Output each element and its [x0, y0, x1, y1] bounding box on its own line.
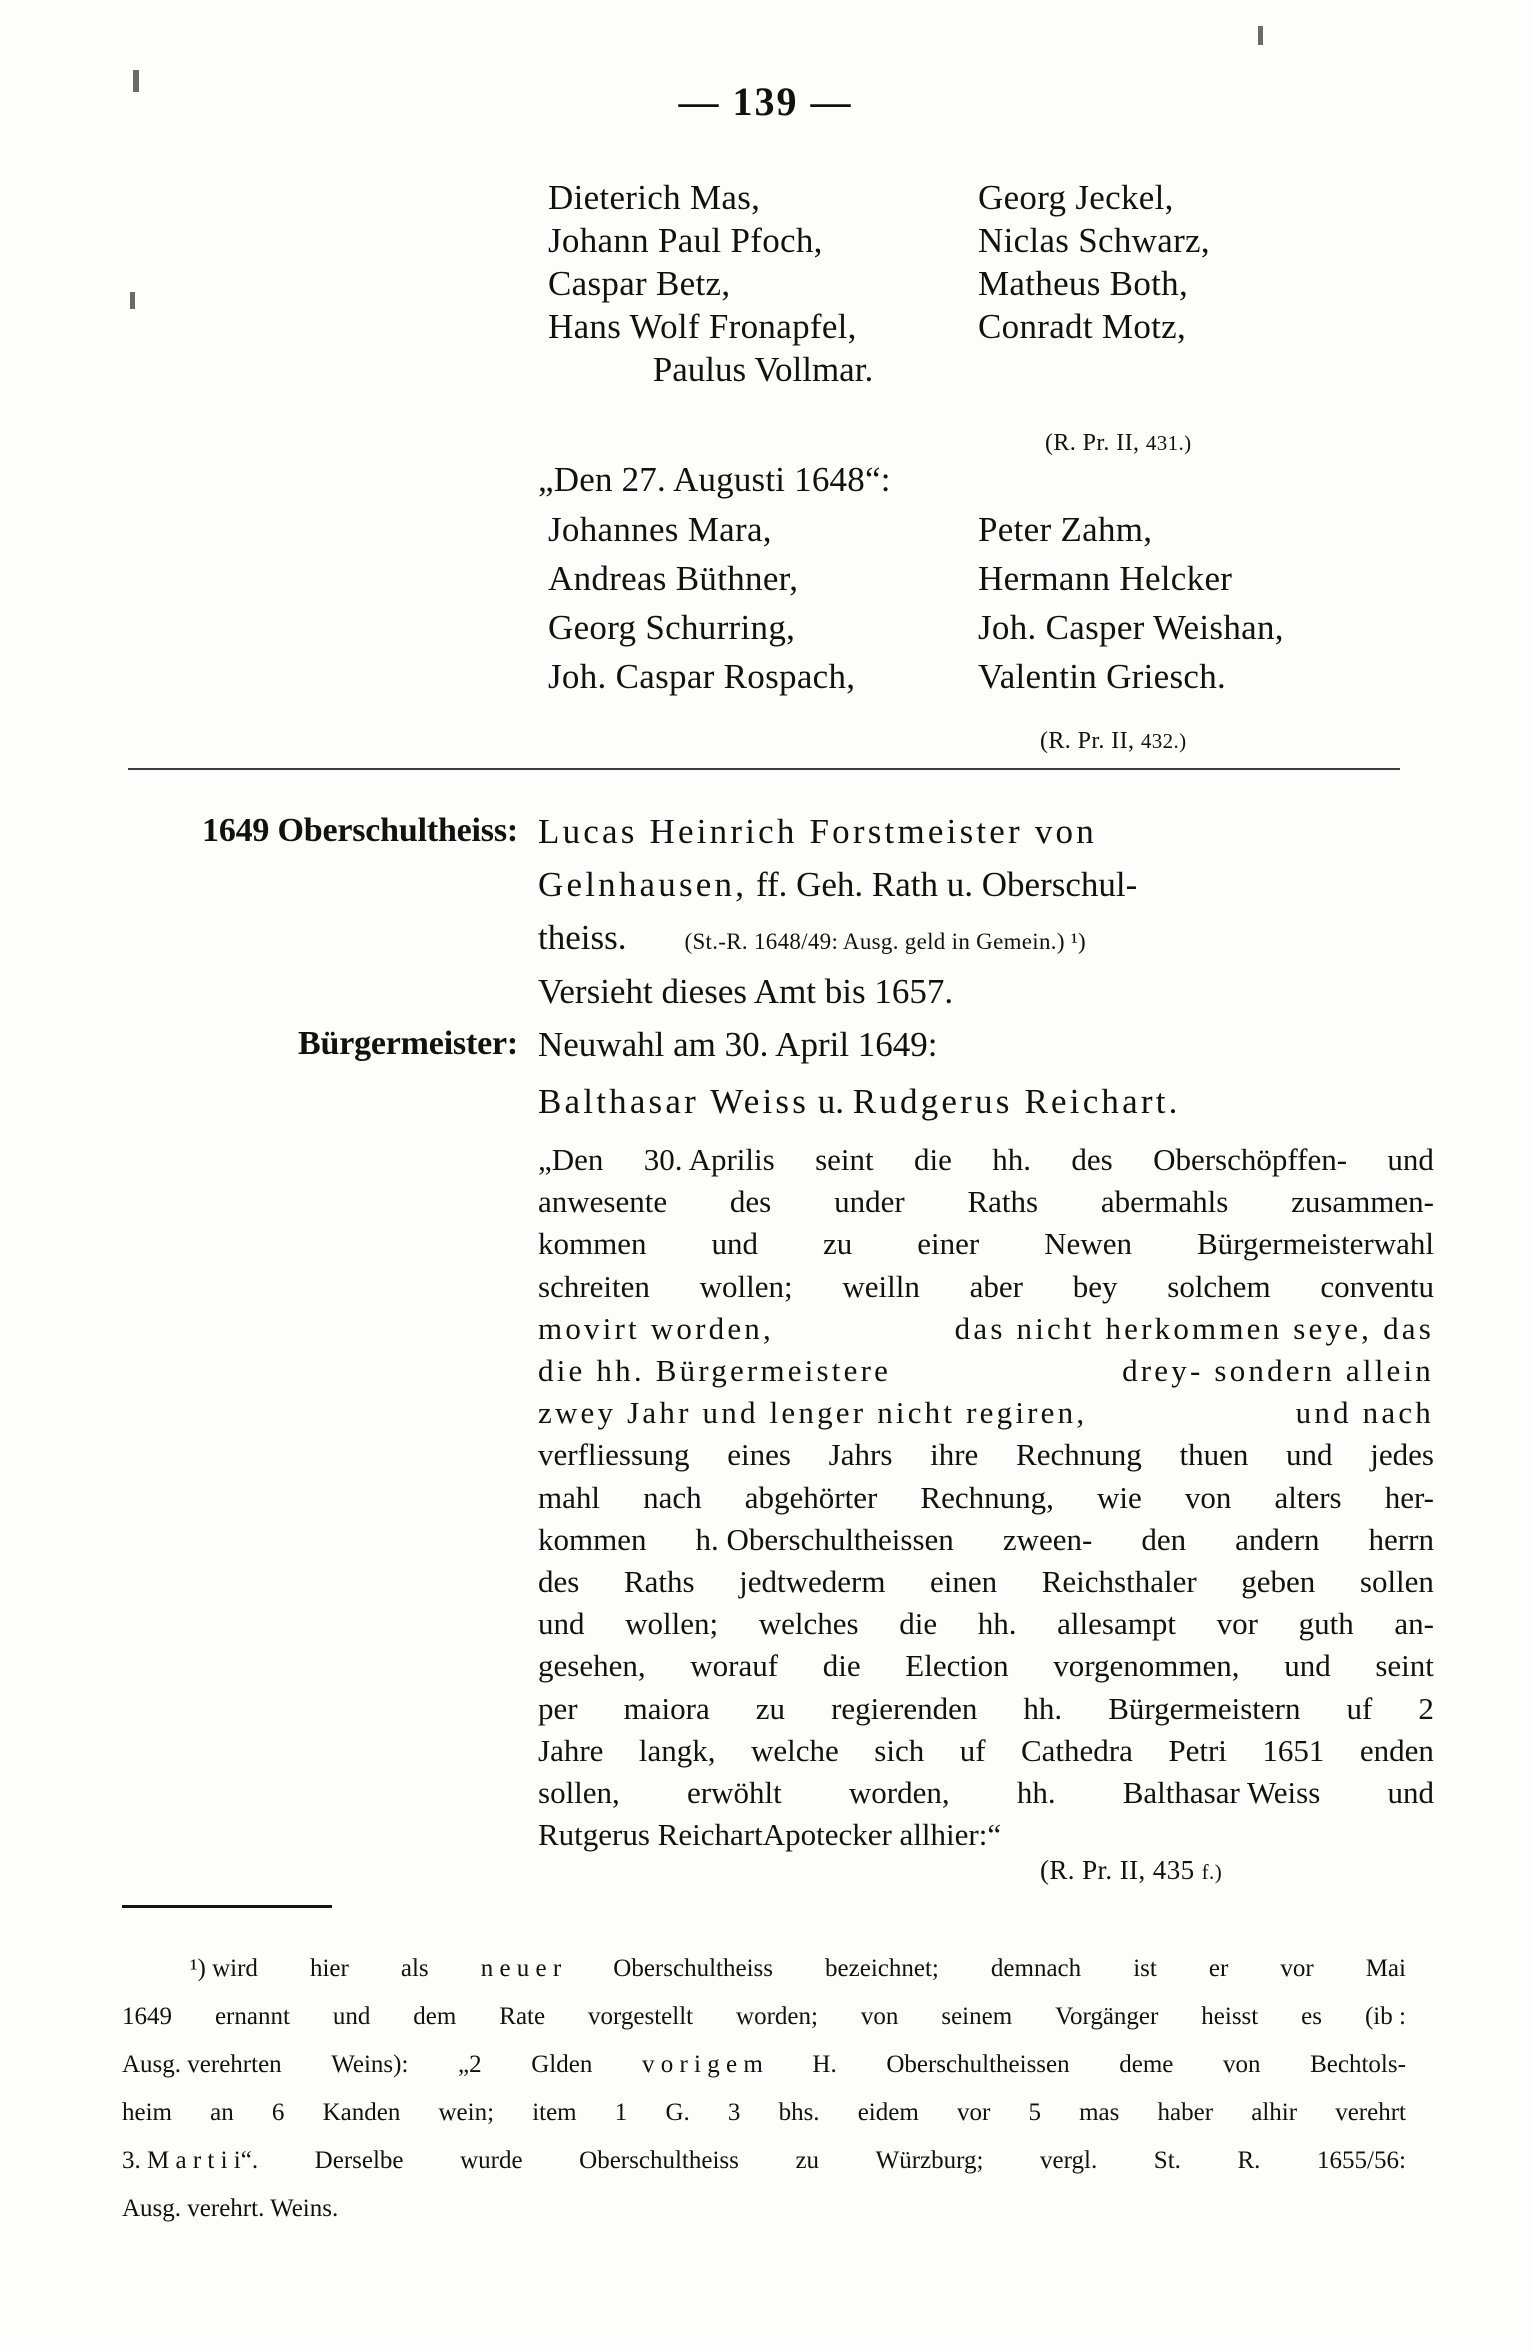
citation-number: 432.) — [1140, 729, 1187, 753]
prose-word: das nicht herkommen seye, das — [954, 1310, 1434, 1346]
name-cell-right: Hermann Helcker — [978, 559, 1233, 598]
footnote-word: heisst — [1201, 2003, 1259, 2030]
prose-word: Petri — [1168, 1732, 1227, 1768]
prose-word: an- — [1394, 1606, 1434, 1642]
prose-word: des — [1071, 1142, 1113, 1177]
name-cell-left: Hans Wolf Fronapfel, — [548, 307, 857, 346]
footnote-word: verehrt — [1335, 2099, 1406, 2126]
prose-word: und — [1387, 1142, 1434, 1177]
name-cell-right: Niclas Schwarz, — [978, 221, 1210, 260]
prose-word: nach — [643, 1479, 702, 1515]
prose-word: hh. — [977, 1606, 1017, 1642]
name-cell-left: Joh. Caspar Rospach, — [548, 657, 856, 696]
prose-word: sollen — [1359, 1564, 1434, 1599]
record-titles: ff. Geh. Rath u. Oberschul- — [747, 865, 1138, 904]
prose-word: die — [822, 1648, 861, 1684]
record-tenure-line: Versieht dieses Amt bis 1657. — [538, 972, 954, 1011]
name-cell-right: Georg Jeckel, — [978, 178, 1174, 217]
prose-word: Rechnung — [1016, 1437, 1142, 1473]
buergermeister-election-line: Neuwahl am 30. April 1649: — [538, 1025, 938, 1064]
record-year-label: 1649 Oberschultheiss: — [202, 812, 518, 849]
footnote-word: 5 — [1028, 2099, 1041, 2126]
prose-word: jedtwederm — [739, 1564, 886, 1599]
name-cell-left: Dieterich Mas, — [548, 178, 761, 217]
name-row — [548, 266, 1428, 301]
page-number: — 139 — — [678, 79, 853, 124]
prose-word: drey- sondern allein — [1122, 1353, 1434, 1388]
prose-line — [538, 1522, 1434, 1558]
prose-line — [538, 1142, 1434, 1178]
prose-line — [538, 1691, 1434, 1727]
prose-word: Raths — [623, 1564, 695, 1599]
prose-word: hh. — [1016, 1775, 1056, 1810]
footnote-word: 3 — [727, 2099, 741, 2126]
name-cell-right: Joh. Casper Weishan, — [978, 608, 1284, 647]
prose-word: eines — [727, 1437, 791, 1473]
name-list-block-one — [548, 180, 1428, 395]
record-name-line-3 — [538, 918, 1433, 958]
prose-word: regierenden — [831, 1690, 978, 1726]
footnote-word: wurde — [460, 2147, 523, 2174]
footnote-word: Oberschultheissen — [886, 2051, 1070, 2078]
footnote-line — [122, 2003, 1406, 2031]
citation-ref-432 — [1040, 728, 1187, 755]
prose-word: den — [1141, 1521, 1187, 1557]
citation-number: 431.) — [1145, 431, 1192, 455]
footnote-word: 1655/56: — [1317, 2147, 1406, 2174]
citation-number: f.) — [1201, 1860, 1223, 1884]
footnote-word: Rate — [499, 2003, 546, 2030]
footnote-word: von — [1222, 2051, 1261, 2078]
scan-speck — [1258, 26, 1263, 45]
buergermeister-name-1: Balthasar Weiss — [538, 1082, 810, 1121]
prose-word: kommen — [538, 1521, 647, 1557]
prose-word: von — [1184, 1479, 1232, 1515]
footnote-word: Würzburg; — [875, 2147, 984, 2174]
citation-text: (R. Pr. II, 435 — [1040, 1855, 1202, 1885]
footnote-word: mas — [1079, 2099, 1120, 2126]
footnote-word: n e u e r — [480, 1955, 562, 1982]
name-cell-center: Paulus Vollmar. — [652, 350, 874, 389]
prose-word: Cathedra — [1021, 1732, 1133, 1768]
prose-word: anwesente — [538, 1184, 668, 1220]
footnote-word: „2 — [458, 2051, 482, 2078]
prose-word: Jahrs — [828, 1437, 893, 1473]
footnote-word: vorgestellt — [588, 2003, 694, 2030]
name-cell-right: Peter Zahm, — [978, 510, 1153, 549]
prose-word: Balthasar Weiss — [1122, 1775, 1321, 1810]
prose-word: erwöhlt — [687, 1775, 782, 1810]
footnote-word: bezeichnet; — [825, 1955, 939, 1982]
prose-word: conventu — [1320, 1268, 1434, 1304]
prose-word: Raths — [967, 1184, 1039, 1220]
prose-word: wollen; — [699, 1268, 793, 1304]
prose-word: vorgenommen, — [1053, 1648, 1240, 1684]
prose-word: aber — [969, 1268, 1023, 1304]
name-row — [548, 512, 1428, 547]
prose-word: und nach — [1295, 1395, 1434, 1431]
prose-word: die — [914, 1142, 952, 1177]
footnote-line — [122, 2051, 1406, 2079]
prose-word: Apotecker allhier:“ — [762, 1817, 1002, 1853]
prose-word: 30. Aprilis — [643, 1142, 775, 1177]
prose-line — [538, 1564, 1434, 1600]
name-cell-left: Johann Paul Pfoch, — [548, 221, 823, 260]
prose-word: ihre — [930, 1437, 979, 1473]
record-source-citation: (St.-R. 1648/49: Ausg. geld in Gemein.) ¹) — [684, 929, 1087, 954]
prose-word: Jahre — [538, 1732, 604, 1768]
prose-word: bey — [1072, 1268, 1118, 1304]
prose-word: maiora — [623, 1690, 710, 1726]
prose-word: geben — [1241, 1564, 1316, 1599]
footnote-word: vor — [1280, 1955, 1314, 1982]
prose-word: Reichsthaler — [1041, 1564, 1197, 1599]
name-row — [548, 180, 1428, 215]
prose-word: guth — [1298, 1606, 1354, 1642]
footnote-word: Ausg. verehrt. Weins. — [122, 2195, 339, 2222]
prose-word: abgehörter — [744, 1479, 878, 1515]
prose-word: sollen, — [538, 1775, 620, 1810]
prose-word: und — [1387, 1775, 1434, 1810]
prose-word: andern — [1235, 1521, 1320, 1557]
prose-word: des — [729, 1184, 772, 1220]
prose-word: solchem — [1167, 1268, 1271, 1304]
prose-word: und — [1284, 1648, 1331, 1684]
prose-line — [538, 1437, 1434, 1473]
footnote-word: vergl. — [1040, 2147, 1098, 2174]
prose-word: Rutgerus Reichart — [538, 1817, 763, 1853]
footnote-word: ¹) wird — [190, 1955, 258, 1982]
prose-word: hh. — [1023, 1690, 1063, 1726]
footnote-word: 1649 — [122, 2003, 172, 2030]
name-cell-right: Matheus Both, — [978, 264, 1189, 303]
footnote-line — [122, 2147, 1406, 2175]
footnote-word: v o r i g e m — [641, 2051, 763, 2078]
footnote-word: Mai — [1365, 1955, 1406, 1982]
prose-word: wie — [1096, 1479, 1142, 1515]
prose-word: seint — [815, 1142, 874, 1177]
scan-speck — [130, 292, 135, 309]
footnote-word: es — [1301, 2003, 1322, 2030]
prose-word: her- — [1384, 1479, 1434, 1515]
footnote-word: er — [1208, 1955, 1229, 1982]
footnote-word: heim — [122, 2099, 172, 2126]
prose-line — [538, 1817, 1434, 1853]
prose-word: zusammen- — [1291, 1184, 1434, 1220]
footnote-word: Bechtols- — [1310, 2051, 1406, 2078]
footnote-word: H. — [812, 2051, 837, 2078]
name-cell-left: Georg Schurring, — [548, 608, 796, 647]
footnote-word: worden; — [736, 2003, 818, 2030]
prose-word: jedes — [1370, 1437, 1434, 1473]
footnote-word: bhs. — [778, 2099, 820, 2126]
prose-word: Newen — [1044, 1226, 1132, 1262]
footnote-word: demnach — [990, 1955, 1082, 1982]
prose-word: uf — [959, 1732, 986, 1768]
prose-word: und — [538, 1606, 585, 1642]
prose-line — [538, 1733, 1434, 1769]
prose-word: des — [538, 1564, 580, 1599]
footnote-word: seinem — [941, 2003, 1013, 2030]
name-row — [548, 223, 1428, 258]
footnote-word: Weins): — [331, 2051, 409, 2078]
prose-line — [538, 1775, 1434, 1811]
prose-word: alters — [1274, 1479, 1342, 1515]
prose-word: und — [711, 1226, 758, 1262]
footnote-word: vor — [956, 2099, 991, 2126]
footnote-word: alhir — [1251, 2099, 1298, 2126]
name-cell-right: Valentin Griesch. — [978, 657, 1227, 696]
prose-word: welche — [751, 1732, 839, 1768]
prose-word: 1651 — [1262, 1732, 1325, 1768]
prose-word: schreiten — [538, 1268, 650, 1304]
prose-word: weilln — [842, 1268, 920, 1304]
footnote-word: deme — [1119, 2051, 1174, 2078]
footnote-word: Vorgänger — [1055, 2003, 1159, 2030]
footnote-word: (ib : — [1364, 2003, 1406, 2030]
prose-word: einer — [917, 1226, 980, 1262]
prose-word: Election — [905, 1648, 1009, 1684]
footnote-word: 1 — [614, 2099, 628, 2126]
section-divider-rule — [128, 768, 1400, 770]
prose-word: vor — [1216, 1606, 1258, 1642]
footnote-word: ist — [1133, 1955, 1157, 1982]
prose-word: Bürgermeistern — [1108, 1690, 1301, 1726]
prose-line — [538, 1395, 1434, 1431]
footnote-word: R. — [1237, 2147, 1261, 2174]
footnote-word: als — [400, 1955, 429, 1982]
buergermeister-label: Bürgermeister: — [298, 1025, 518, 1062]
prose-word: verfliessung — [538, 1437, 690, 1473]
footnote-line — [190, 1955, 1406, 1983]
name-list-block-two — [548, 512, 1428, 702]
footnote-word: haber — [1157, 2099, 1214, 2126]
prose-word: zu — [822, 1226, 853, 1262]
prose-word: under — [834, 1184, 905, 1220]
name-cell-left: Andreas Büthner, — [548, 559, 799, 598]
footnote-word: wein; — [438, 2099, 495, 2126]
prose-word: „Den — [538, 1142, 604, 1177]
prose-word: 2 — [1418, 1690, 1434, 1726]
prose-word: zwey Jahr und lenger nicht regiren, — [538, 1395, 1088, 1431]
citation-text: (R. Pr. II, — [1045, 430, 1146, 456]
date-heading-1648: „Den 27. Augusti 1648“: — [538, 460, 891, 499]
footnote-word: von — [860, 2003, 899, 2030]
prose-word: zween- — [1002, 1521, 1093, 1557]
footnote-word: und — [332, 2003, 371, 2030]
prose-word: Bürgermeisterwahl — [1196, 1226, 1434, 1262]
prose-word: worauf — [690, 1648, 779, 1684]
prose-line — [538, 1184, 1434, 1220]
name-row — [548, 610, 1428, 645]
prose-word: thuen — [1179, 1437, 1249, 1473]
footnote-line — [122, 2099, 1406, 2127]
prose-word: enden — [1359, 1732, 1434, 1768]
citation-ref-431 — [1045, 430, 1192, 457]
citation-ref-435 — [1040, 1855, 1222, 1886]
conjunction: u. — [809, 1082, 853, 1121]
footnote-word: 6 — [271, 2099, 285, 2126]
footnote-word: Kanden — [322, 2099, 401, 2126]
prose-word: welches — [758, 1606, 859, 1642]
prose-word: h. Oberschultheissen — [695, 1521, 954, 1557]
footnote-word: an — [210, 2099, 234, 2126]
prose-line — [538, 1648, 1434, 1684]
footnote-word: Ausg. verehrten — [122, 2051, 282, 2078]
name-row-center — [548, 352, 1428, 387]
prose-word: mahl — [538, 1479, 600, 1515]
prose-line — [538, 1269, 1434, 1305]
footnote-word: dem — [413, 2003, 457, 2030]
record-name-line-2 — [538, 865, 1433, 905]
prose-word: abermahls — [1100, 1184, 1229, 1220]
record-name-line-1: Lucas Heinrich Forstmeister von — [538, 812, 1097, 851]
footnote-divider-rule — [122, 1905, 332, 1908]
place-name: Gelnhausen, — [538, 865, 748, 904]
footnote-word: ernannt — [214, 2003, 290, 2030]
prose-line — [538, 1226, 1434, 1262]
prose-word: Oberschöpffen- — [1153, 1142, 1348, 1177]
prose-word: kommen — [538, 1226, 647, 1262]
prose-line — [538, 1353, 1434, 1389]
name-cell-left: Johannes Mara, — [548, 510, 772, 549]
prose-word: Rechnung, — [920, 1479, 1054, 1515]
footnote-word: item — [532, 2099, 577, 2126]
prose-line — [538, 1606, 1434, 1642]
buergermeister-name-2: Rudgerus Reichart. — [852, 1082, 1181, 1121]
prose-word: allesampt — [1057, 1606, 1176, 1642]
footnote-word: St. — [1153, 2147, 1181, 2174]
citation-text: (R. Pr. II, — [1040, 728, 1141, 754]
prose-word: die hh. Bürgermeistere — [538, 1353, 892, 1388]
footnote-line — [122, 2195, 1406, 2223]
prose-word: seint — [1375, 1648, 1434, 1684]
prose-word: gesehen, — [538, 1648, 646, 1684]
footnote-word: hier — [309, 1955, 349, 1982]
prose-word: per — [538, 1690, 578, 1726]
prose-word: wollen; — [625, 1606, 719, 1642]
prose-word: herrn — [1368, 1521, 1434, 1557]
prose-word: uf — [1346, 1690, 1373, 1726]
buergermeister-names-line — [538, 1082, 1433, 1122]
footnote-word: Glden — [531, 2051, 593, 2078]
name-row — [548, 561, 1428, 596]
prose-word: sich — [874, 1732, 925, 1768]
prose-word: worden, — [848, 1775, 950, 1810]
name-row — [548, 309, 1428, 344]
footnote-word: Oberschultheiss — [579, 2147, 739, 2174]
footnote-word: Oberschultheiss — [613, 1955, 773, 1982]
prose-word: die — [899, 1606, 938, 1642]
footnote-word: G. — [665, 2099, 690, 2126]
prose-line — [538, 1311, 1434, 1347]
name-cell-right: Conradt Motz, — [978, 307, 1187, 346]
prose-word: hh. — [992, 1142, 1031, 1177]
name-cell-left: Caspar Betz, — [548, 264, 731, 303]
prose-line — [538, 1480, 1434, 1516]
prose-word: einen — [930, 1564, 998, 1599]
record-office-word: theiss. — [538, 918, 627, 957]
prose-word: zu — [755, 1690, 786, 1726]
name-row — [548, 659, 1428, 694]
footnote-word: Derselbe — [314, 2147, 404, 2174]
prose-word: langk, — [638, 1732, 716, 1768]
footnote-word: zu — [795, 2147, 820, 2174]
footnote-word: 3. M a r t i i“. — [122, 2147, 259, 2174]
prose-word: movirt worden, — [538, 1310, 774, 1346]
prose-word: und — [1286, 1437, 1333, 1473]
footnote-word: eidem — [857, 2099, 919, 2126]
